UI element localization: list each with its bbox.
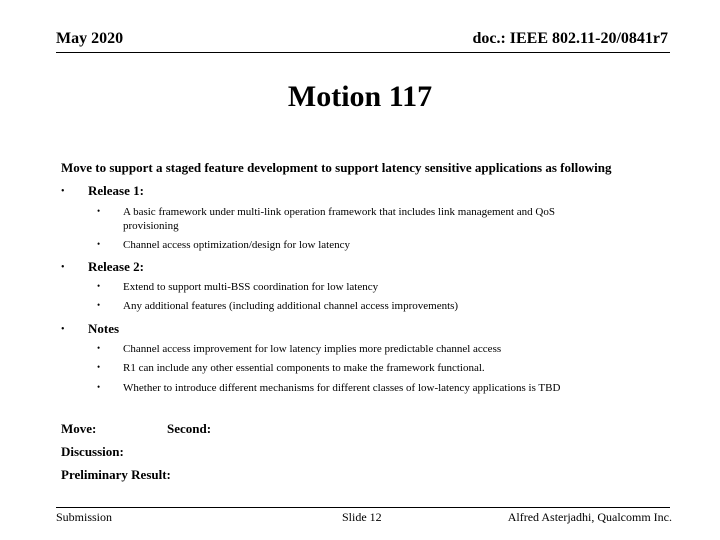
section-label: Release 2: bbox=[88, 259, 144, 274]
slide-title: Motion 117 bbox=[287, 80, 433, 113]
bullet-icon: • bbox=[97, 206, 101, 216]
motion-intro: Move to support a staged feature development to support latency sensitive applications as following bbox=[61, 160, 612, 175]
section-notes bbox=[61, 321, 119, 337]
bullet-icon: • bbox=[97, 239, 101, 249]
move-label: Move: bbox=[61, 421, 97, 436]
header-rule bbox=[56, 52, 670, 53]
footer-submission: Submission bbox=[56, 510, 113, 524]
section-release-1 bbox=[61, 183, 144, 199]
bullet-icon: • bbox=[97, 281, 101, 291]
list-item: Whether to introduce different mechanisms for different classes of low-latency applications is TBD bbox=[123, 382, 561, 394]
bullet-icon: • bbox=[61, 262, 65, 273]
header-date: May 2020 bbox=[56, 30, 124, 47]
list-item: A basic framework under multi-link operation framework that includes link management and QoS provisioning bbox=[123, 206, 555, 232]
section-label: Notes bbox=[88, 321, 120, 336]
list-item: Extend to support multi-BSS coordination for low latency bbox=[123, 281, 379, 293]
bullet-icon: • bbox=[61, 186, 65, 197]
footer-slide-number: Slide 12 bbox=[342, 510, 382, 524]
bullet-icon: • bbox=[97, 362, 101, 372]
list-item: Channel access optimization/design for low latency bbox=[123, 239, 350, 251]
second-label: Second: bbox=[167, 421, 212, 436]
footer-author: Alfred Asterjadhi, Qualcomm Inc. bbox=[507, 510, 672, 524]
section-label: Release 1: bbox=[88, 183, 144, 198]
list-item: Any additional features (including additional channel access improvements) bbox=[123, 300, 459, 312]
list-item: Channel access improvement for low latency implies more predictable channel access bbox=[123, 343, 502, 355]
header-doc-id: doc.: IEEE 802.11-20/0841r7 bbox=[472, 30, 668, 47]
section-release-2 bbox=[61, 259, 144, 275]
bullet-icon: • bbox=[97, 343, 101, 353]
bullet-icon: • bbox=[97, 300, 101, 310]
list-item: R1 can include any other essential components to make the framework functional. bbox=[123, 362, 485, 374]
footer-rule bbox=[56, 507, 670, 508]
bullet-icon: • bbox=[61, 324, 65, 335]
result-label: Preliminary Result: bbox=[61, 467, 171, 482]
discussion-label: Discussion: bbox=[61, 444, 124, 459]
bullet-icon: • bbox=[97, 382, 101, 392]
